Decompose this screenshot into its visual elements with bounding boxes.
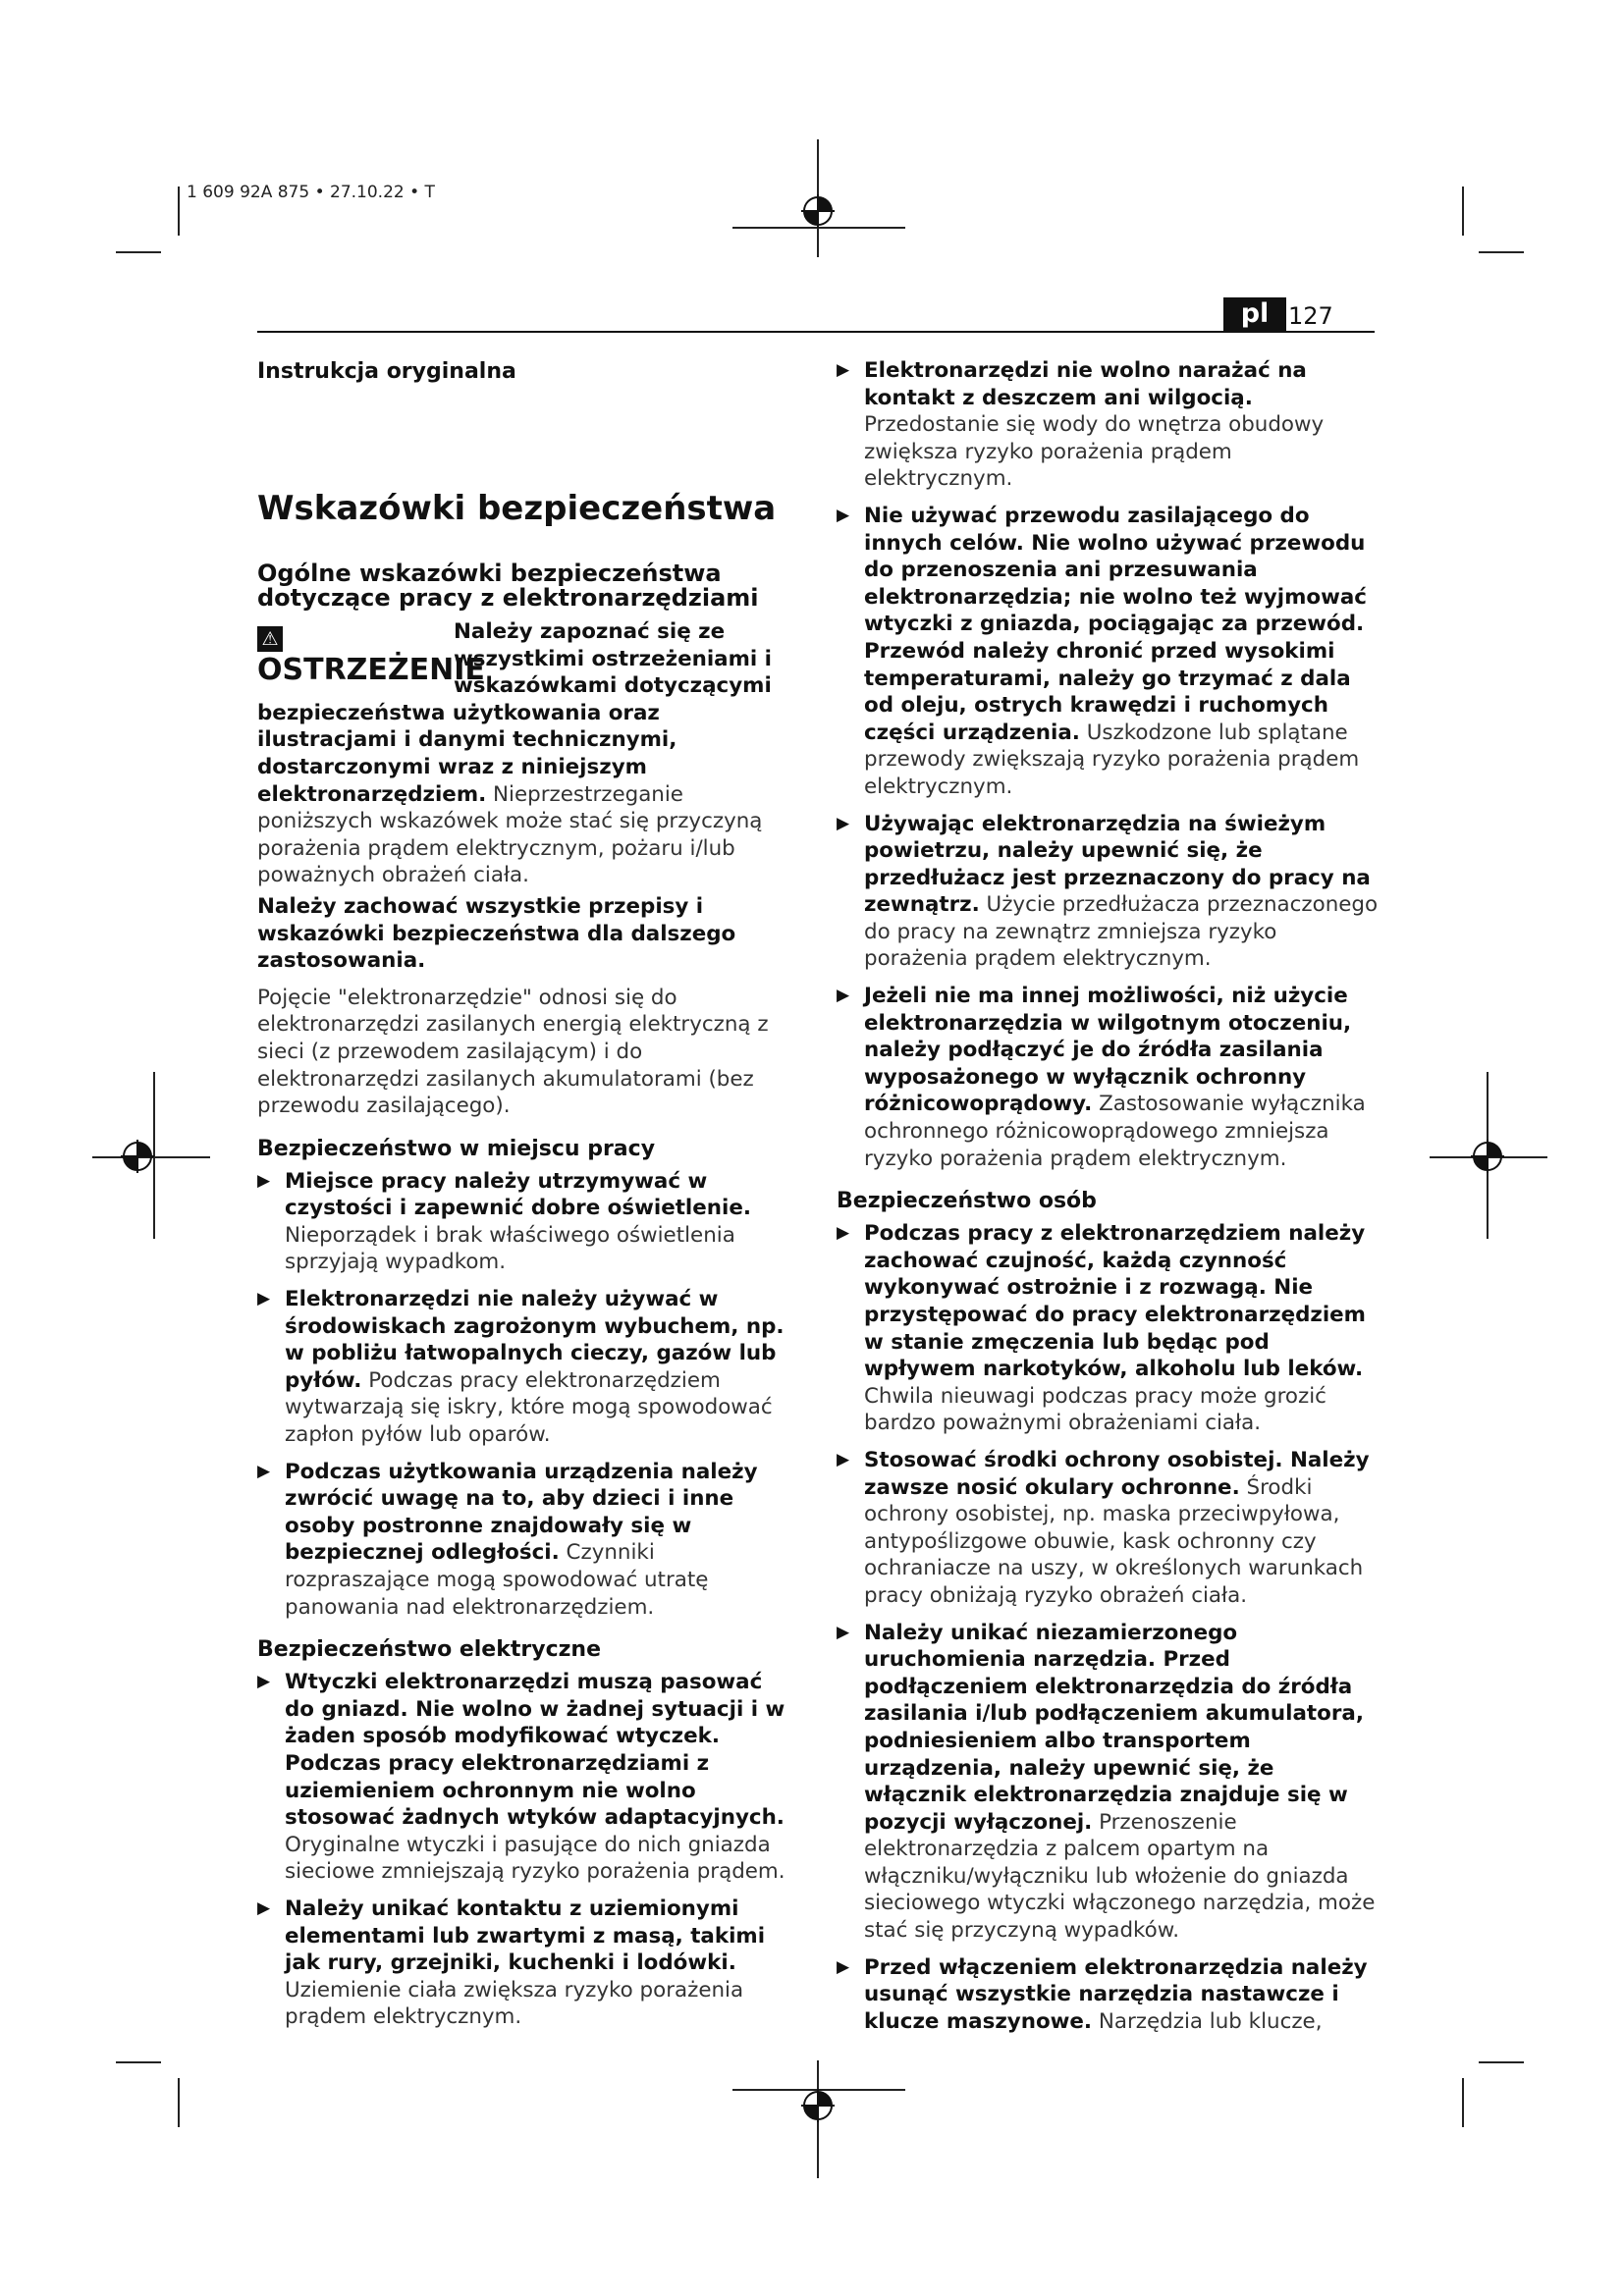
header-rule — [257, 331, 1375, 333]
registration-target-icon — [801, 2089, 835, 2122]
item-bold: Podczas użytkowania urządzenia należy zwrócić uwagę na to, aby dzieci i inne osoby postronne znajdowały się w bezpiecznej odległości. — [285, 1459, 758, 1566]
warning-label-box — [257, 620, 485, 687]
item-text: Przenoszenie elektronarzędzia z palcem opartym na włączniku/wyłączniku lub włożenie do gniazda sieciowego wtyczki włączonego narzędzia, może stać się przyczyną wypadków. — [864, 1809, 1376, 1944]
list-item — [837, 1447, 1382, 1610]
item-text: Środki ochrony osobistej, np. maska przeciwpyłowa, antypoślizgowe obuwie, kask ochronny czy ochraniacze na uszy, w określonych warunkach pracy obniżają ryzyko obrażeń ciała. — [864, 1474, 1364, 1608]
registration-target-icon — [1471, 1140, 1504, 1173]
bullet-arrow-icon: ▶ — [257, 1289, 271, 1309]
right-column — [837, 357, 1382, 2045]
print-code: 1 609 92A 875 • 27.10.22 • T — [187, 183, 435, 202]
item-bold: Elektronarzędzi nie należy używać w środowiskach zagrożonym wybuchem, np. w pobliżu łatwopalnych cieczy, gazów lub pyłów. — [285, 1287, 785, 1393]
main-heading: Wskazówki bezpieczeństwa — [257, 489, 777, 528]
registration-target-icon — [121, 1140, 154, 1173]
list-item — [257, 1459, 793, 1622]
bullet-arrow-icon: ▶ — [837, 1622, 850, 1642]
page-number: 127 — [1288, 302, 1333, 330]
bullet-arrow-icon: ▶ — [837, 1223, 850, 1244]
warning-text: Nieprzestrzeganie poniższych wskazówek może stać się przyczyną porażenia prądem elektrycznym, pożaru i/lub poważnych obrażeń ciała. — [257, 781, 763, 888]
crop-mark — [116, 2061, 161, 2063]
list-item — [837, 1620, 1382, 1945]
item-text: Czynniki rozpraszające mogą spowodować utratę panowania nad elektronarzędziem. — [285, 1540, 709, 1620]
list-item — [837, 1220, 1382, 1437]
section-title-electrical: Bezpieczeństwo elektryczne — [257, 1637, 601, 1663]
document-title: Instrukcja oryginalna — [257, 359, 516, 384]
bullet-arrow-icon: ▶ — [257, 1170, 271, 1191]
sub-heading: Ogólne wskazówki bezpieczeństwa dotyczące pracy z elektronarzędziami — [257, 560, 759, 612]
crop-mark — [178, 2078, 180, 2127]
keep-instructions: Należy zachować wszystkie przepisy i wskazówki bezpieczeństwa dla dalszego zastosowania. — [257, 893, 736, 974]
registration-target-icon — [801, 194, 835, 228]
crop-mark — [116, 251, 161, 253]
bullet-arrow-icon: ▶ — [257, 1461, 271, 1481]
list-item — [257, 1168, 793, 1276]
list-item — [837, 1954, 1382, 2036]
item-text: Nieporządek i brak właściwego oświetlenia sprzyjają wypadkom. — [285, 1222, 735, 1275]
crop-mark — [178, 187, 180, 236]
list-item — [257, 1669, 793, 1886]
item-text: Uszkodzone lub splątane przewody zwiększają ryzyko porażenia prądem elektrycznym. — [864, 720, 1360, 799]
item-bold: Stosować środki ochrony osobistej. Należy zawsze nosić okulary ochronne. — [864, 1447, 1370, 1500]
list-item — [257, 1896, 793, 2031]
item-bold: Miejsce pracy należy utrzymywać w czystości i zapewnić dobre oświetlenie. — [285, 1168, 751, 1221]
bullet-arrow-icon: ▶ — [257, 1672, 271, 1692]
item-text: Zastosowanie wyłącznika ochronnego różnicowoprądowego zmniejsza ryzyko porażenia prądem elektrycznym. — [864, 1092, 1366, 1171]
bullet-arrow-icon: ▶ — [257, 1897, 271, 1918]
bullet-arrow-icon: ▶ — [837, 360, 850, 380]
list-item — [837, 357, 1382, 493]
left-column — [257, 357, 793, 2041]
item-text: Uziemienie ciała zwiększa ryzyko porażenia prądem elektrycznym. — [285, 1977, 744, 2030]
bullet-arrow-icon: ▶ — [837, 813, 850, 833]
warning-bold-text: Należy zapoznać się ze wszystkimi ostrzeżeniami i wskazówkami dotyczącymi bezpieczeństwa użytkowania oraz ilustracjami i danymi technicznymi, dostarczonymi wraz z niniejszym elektronarzędziem. — [257, 619, 772, 807]
item-text: Podczas pracy elektronarzędziem wytwarzają się iskry, które mogą spowodować zapłon pyłów lub oparów. — [285, 1367, 773, 1448]
item-bold: Przed włączeniem elektronarzędzia należy usunąć wszystkie narzędzia nastawcze i klucze maszynowe. — [864, 1954, 1368, 2034]
list-item — [837, 503, 1382, 801]
definition-paragraph: Pojęcie "elektronarzędzie" odnosi się do elektronarzędzi zasilanych energią elektryczną z sieci (z przewodem zasilającym) i do elektronarzędzi zasilanych akumulatorami (bez przewodu zasilającego). — [257, 985, 769, 1119]
bullet-arrow-icon: ▶ — [837, 986, 850, 1006]
item-bold: Podczas pracy z elektronarzędziem należy zachować czujność, każdą czynność wykonywać ostrożnie i z rozwagą. Nie przystępować do pracy elektronarzędziem w stanie zmęczenia lub będąc pod wpływem narkotyków, alkoholu lub leków. — [864, 1221, 1366, 1382]
warning-block — [257, 618, 793, 889]
crop-mark — [1462, 187, 1464, 236]
bullet-arrow-icon: ▶ — [837, 1956, 850, 1977]
crop-mark — [1462, 2078, 1464, 2127]
warning-triangle-icon: ⚠ — [257, 626, 283, 652]
item-text: Użycie przedłużacza przeznaczonego do pracy na zewnątrz zmniejsza ryzyko porażenia prądem elektrycznym. — [864, 892, 1379, 972]
crop-mark — [1479, 251, 1524, 253]
item-bold: Wtyczki elektronarzędzi muszą pasować do gniazd. Nie wolno w żadnej sytuacji i w żaden sposób modyfikować wtyczek. Podczas pracy elektronarzędziami z uziemieniem ochronnym nie wolno stosować żadnych wtyków adaptacyjnych. — [285, 1670, 785, 1831]
item-text: Narzędzia lub klucze, — [1098, 2008, 1323, 2034]
item-text: Przedostanie się wody do wnętrza obudowy zwiększa ryzyko porażenia prądem elektrycznym. — [864, 412, 1325, 492]
item-text: Oryginalne wtyczki i pasujące do nich gniazda sieciowe zmniejszają ryzyko porażenia prądem. — [285, 1832, 785, 1885]
item-bold: Należy unikać niezamierzonego uruchomienia narzędzia. Przed podłączeniem elektronarzędzia do źródła zasilania i/lub podłączeniem akumulatora, podniesieniem albo transportem urządzenia, należy upewnić się, że włącznik elektronarzędzia znajduje się w pozycji wyłączonej. — [864, 1620, 1364, 1835]
bullet-arrow-icon: ▶ — [837, 505, 850, 525]
crop-mark — [1479, 2061, 1524, 2063]
item-bold: Używając elektronarzędzia na świeżym powietrzu, należy upewnić się, że przedłużacz jest przeznaczony do pracy na zewnątrz. — [864, 811, 1371, 918]
item-bold: Należy unikać kontaktu z uziemionymi elementami lub zwartymi z masą, takimi jak rury, grzejniki, kuchenki i lodówki. — [285, 1896, 766, 1976]
bullet-arrow-icon: ▶ — [837, 1449, 850, 1469]
item-bold: Elektronarzędzi nie wolno narażać na kontakt z deszczem ani wilgocią. — [864, 358, 1307, 410]
warning-label: OSTRZEŻENIE — [257, 653, 485, 687]
item-bold: Nie używać przewodu zasilającego do innych celów. Nie wolno używać przewodu do przenoszenia ani przesuwania elektronarzędzia; nie wolno też wyjmować wtyczki z gniazda, pociągając za przewód. Przewód należy chronić przed wysokimi temperaturami, należy go trzymać z dala od oleju, ostrych krawędzi i ruchomych części urządzenia. — [864, 503, 1367, 745]
item-text: Chwila nieuwagi podczas pracy może grozić bardzo poważnymi obrażeniami ciała. — [864, 1383, 1326, 1436]
section-title-personal: Bezpieczeństwo osób — [837, 1189, 1097, 1214]
item-bold: Jeżeli nie ma innej możliwości, niż użycie elektronarzędzia w wilgotnym otoczeniu, należy podłączyć je do źródła zasilania wyposażonego w wyłącznik ochronny różnicowoprądowy. — [864, 984, 1352, 1117]
list-item — [257, 1286, 793, 1449]
list-item — [837, 811, 1382, 974]
language-tab: pl — [1223, 297, 1286, 333]
list-item — [837, 983, 1382, 1172]
section-title-work-area: Bezpieczeństwo w miejscu pracy — [257, 1136, 656, 1161]
